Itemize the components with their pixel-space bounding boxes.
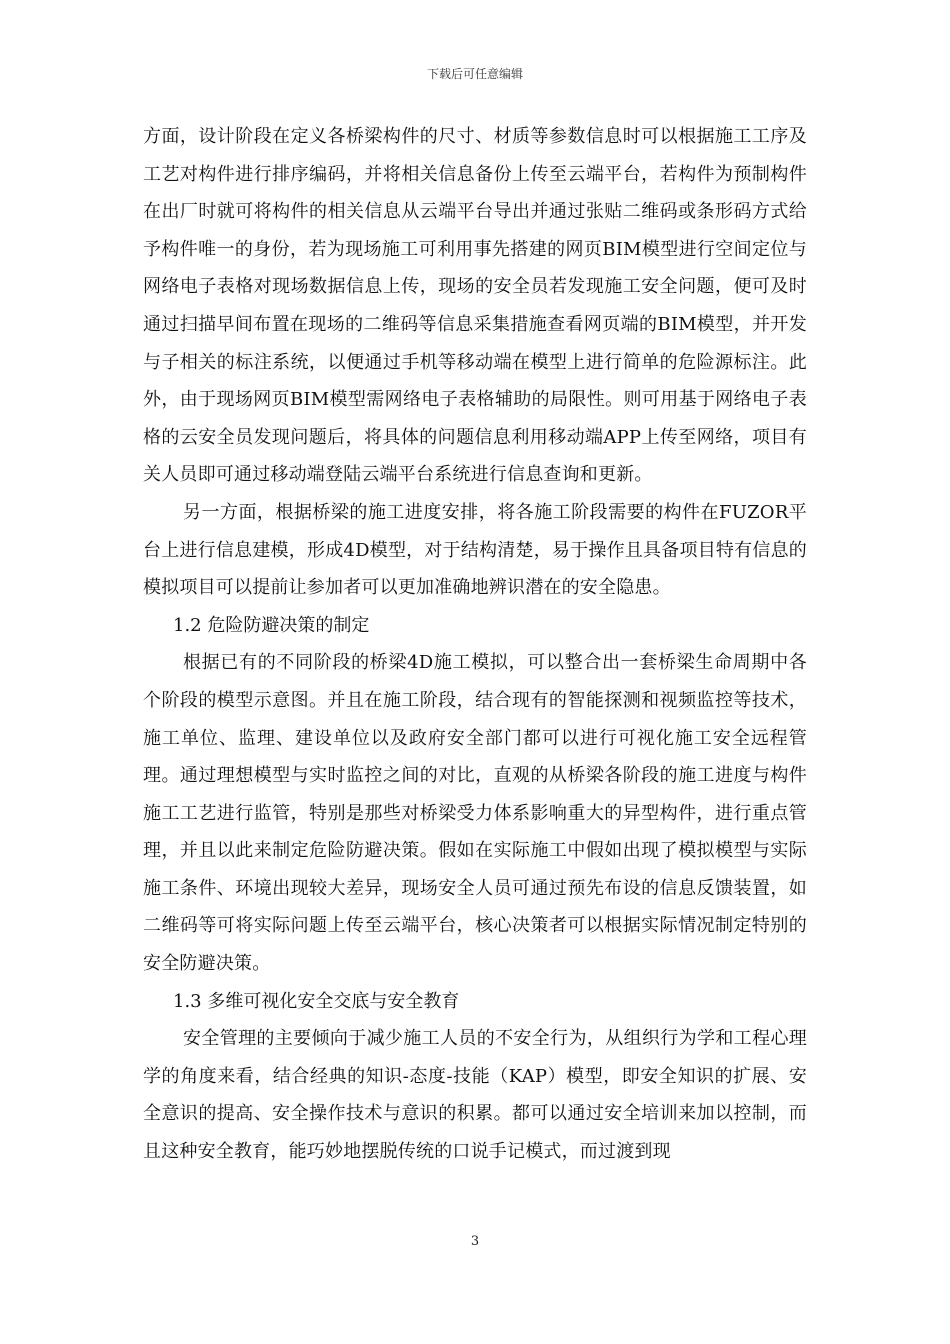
body-paragraph-2: 另一方面，根据桥梁的施工进度安排，将各施工阶段需要的构件在FUZOR平台上进行信息建模，形成4D模型，对于结构清楚，易于操作且具备项目特有信息的模拟项目可以提前让参加者可以更加准确地辨识潜在的安全隐患。: [143, 501, 807, 599]
section-heading-1-3: 1.3 多维可视化安全交底与安全教育: [173, 990, 460, 1012]
document-body: [143, 118, 807, 1171]
body-paragraph-3: 根据已有的不同阶段的桥梁4D施工模拟，可以整合出一套桥梁生命周期中各个阶段的模型示意图。并且在施工阶段，结合现有的智能探测和视频监控等技术，施工单位、监理、建设单位以及政府安全部门都可以进行可视化施工安全远程管理。通过理想模型与实时监控之间的对比，直观的从桥梁各阶段的施工进度与构件施工工艺进行监管，特别是那些对桥梁受力体系影响重大的异型构件，进行重点管理，并且以此来制定危险防避决策。假如在实际施工中假如出现了模拟模型与实际施工条件、环境出现较大差异，现场安全人员可通过预先布设的信息反馈装置，如二维码等可将实际问题上传至云端平台，核心决策者可以根据实际情况制定特别的安全防避决策。: [143, 652, 807, 975]
page-number: 3: [470, 1234, 480, 1249]
body-paragraph-4: 安全管理的主要倾向于减少施工人员的不安全行为，从组织行为学和工程心理学的角度来看，结合经典的知识-态度-技能（KAP）模型，即安全知识的扩展、安全意识的提高、安全操作技术与意识的积累。都可以通过安全培训来加以控制，而且这种安全教育，能巧妙地摆脱传统的口说手记模式，而过渡到现: [143, 1028, 807, 1163]
body-paragraph-1: 方面，设计阶段在定义各桥梁构件的尺寸、材质等参数信息时可以根据施工工序及工艺对构件进行排序编码，并将相关信息备份上传至云端平台，若构件为预制构件在出厂时就可将构件的相关信息从云端平台导出并通过张贴二维码或条形码方式给予构件唯一的身份，若为现场施工可利用事先搭建的网页BIM模型进行空间定位与网络电子表格对现场数据信息上传，现场的安全员若发现施工安全问题，便可及时通过扫描早间布置在现场的二维码等信息采集措施查看网页端的BIM模型，并开发与子相关的标注系统，以便通过手机等移动端在模型上进行简单的危险源标注。此外，由于现场网页BIM模型需网络电子表格辅助的局限性。则可用基于网络电子表格的云安全员发现问题后，将具体的问题信息利用移动端APP上传至网络，项目有关人员即可通过移动端登陆云端平台系统进行信息查询和更新。: [143, 126, 807, 486]
section-heading-1-2: 1.2 危险防避决策的制定: [173, 614, 370, 636]
page-header: 下载后可任意编辑: [426, 67, 523, 81]
